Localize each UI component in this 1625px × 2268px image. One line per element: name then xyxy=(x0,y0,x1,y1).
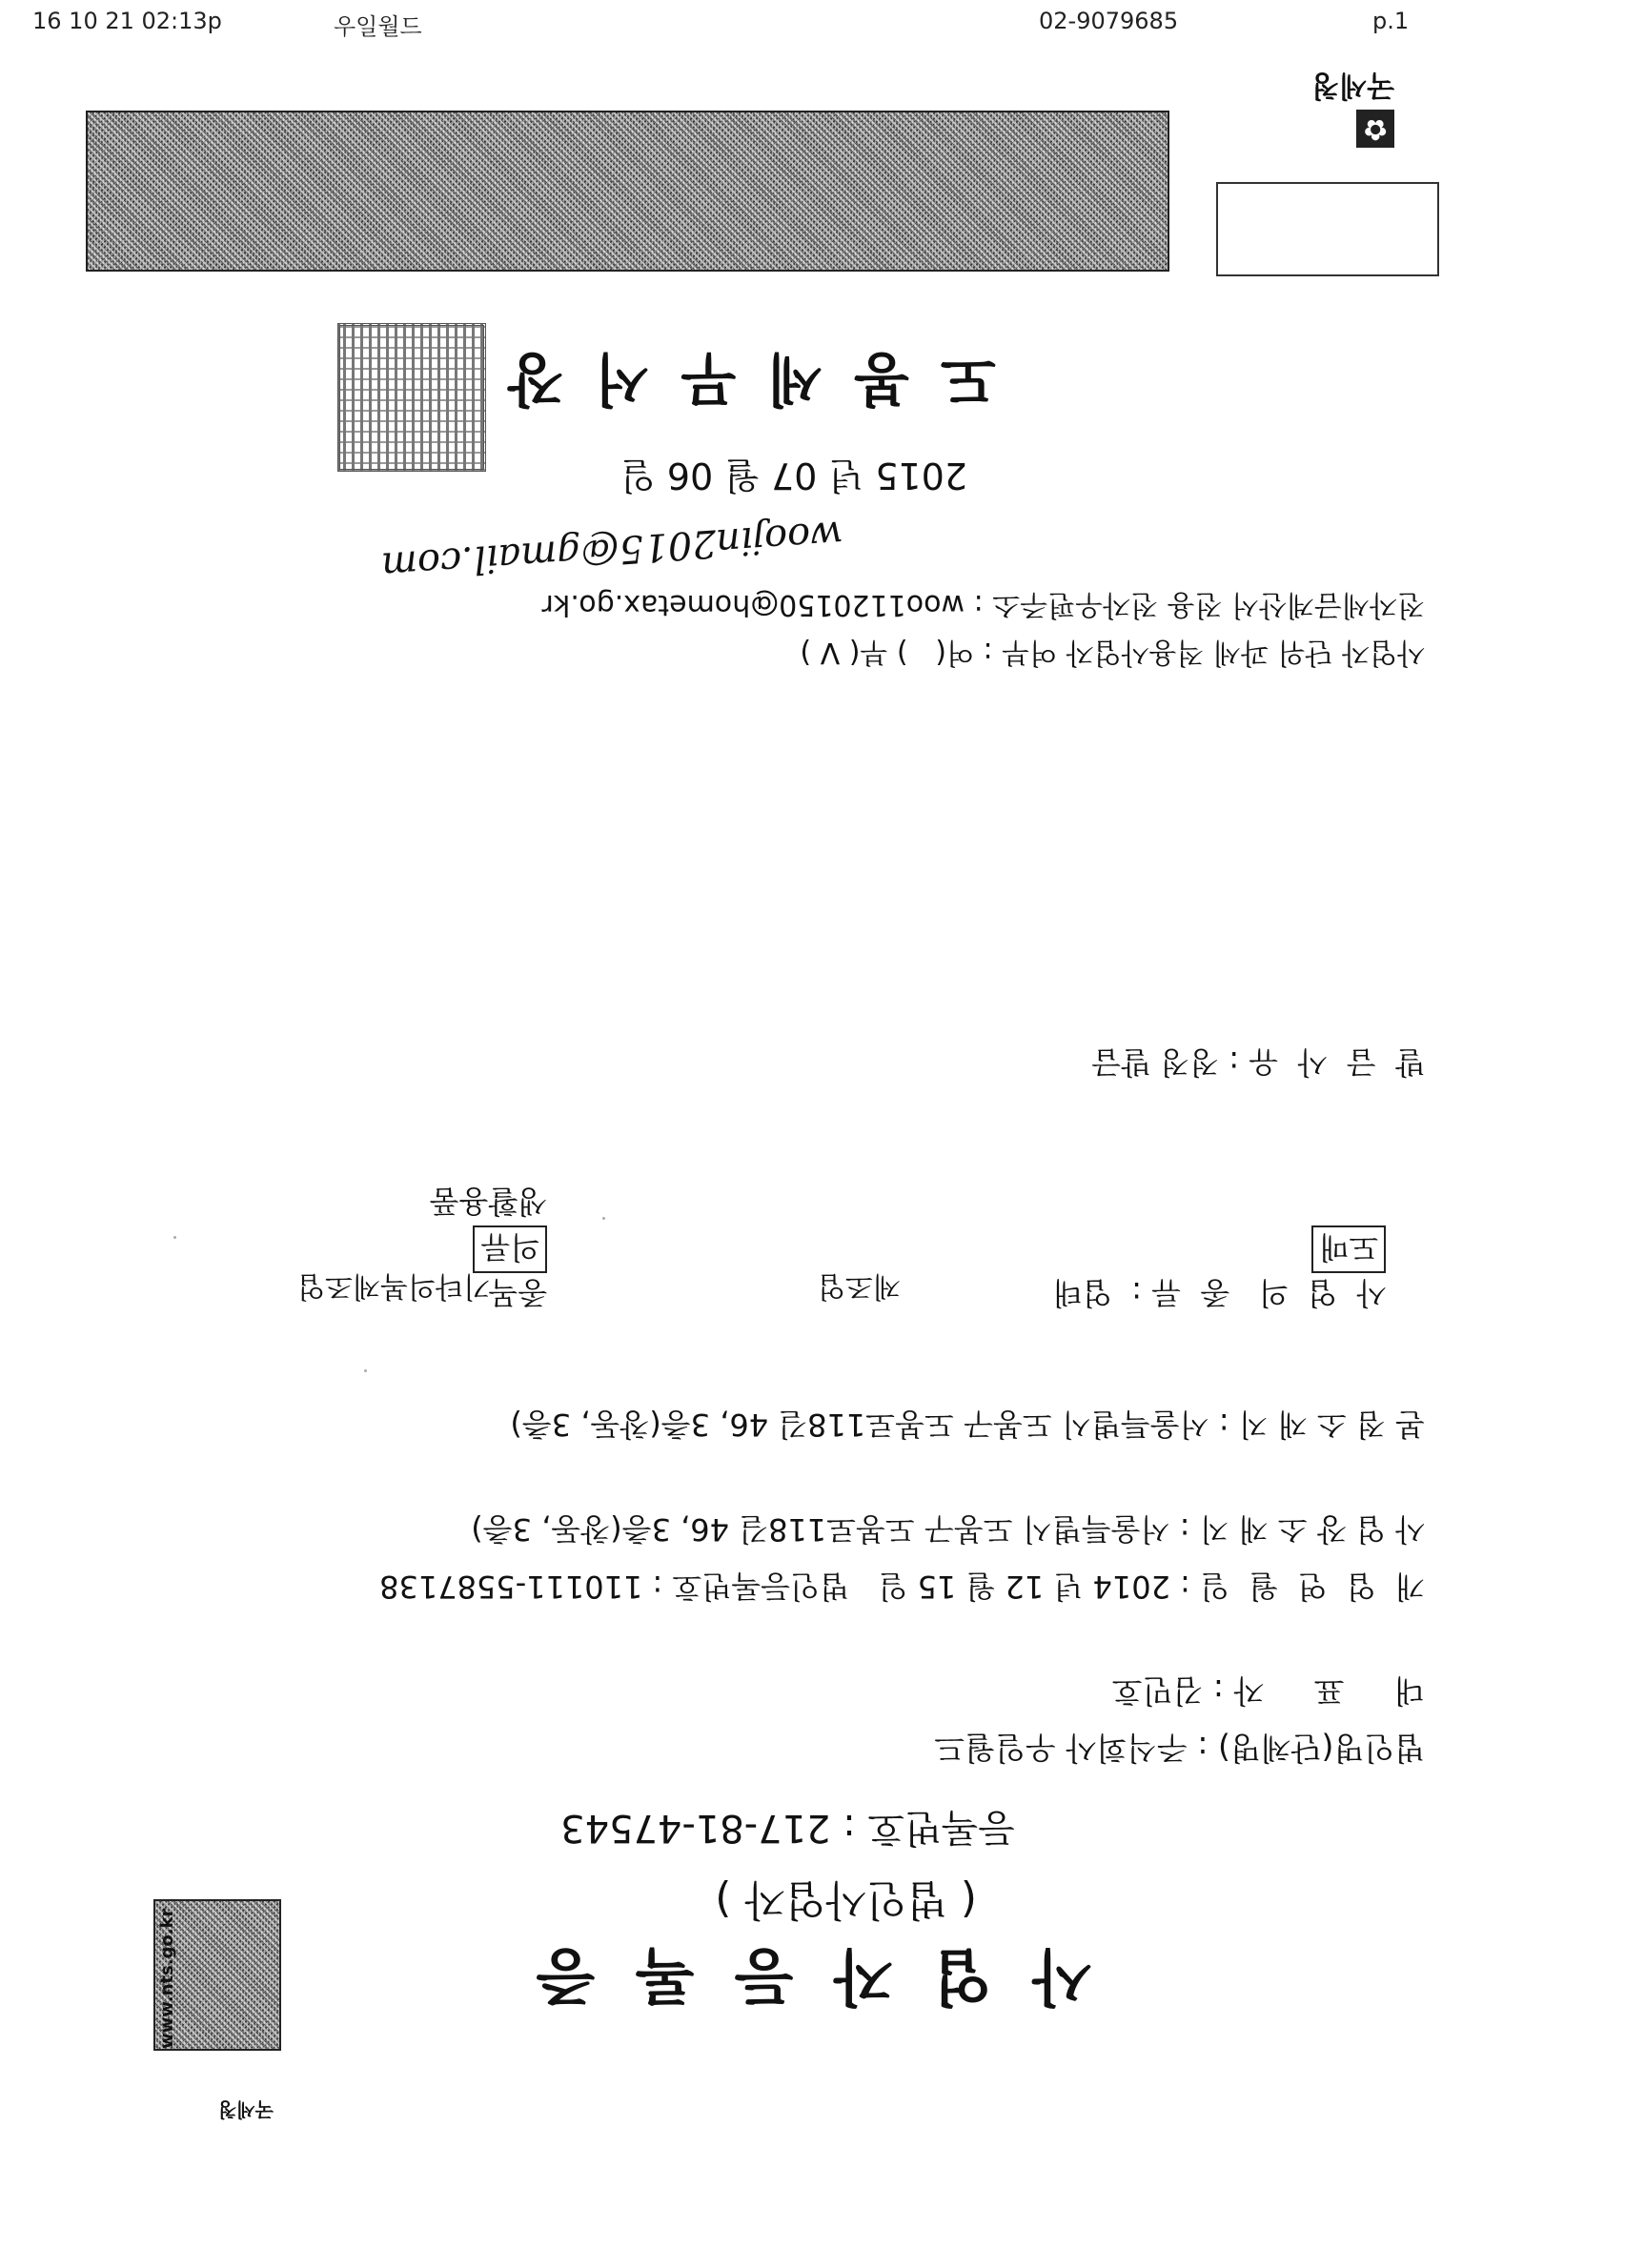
field-hq-address: 본 점 소 재 지 : 서울특별시 도봉구 도봉로118길 46, 3층(창동, 3층) xyxy=(510,1407,1425,1443)
handwritten-email: woojin2015@gmail.com xyxy=(379,512,845,588)
footer-site: www.nts.go.kr xyxy=(157,1908,177,2049)
fax-datetime: 16 10 21 02:13p xyxy=(32,8,222,34)
field-corp-name: 법인명(단체명) : 주식회사 우일월드 xyxy=(934,1730,1425,1767)
issue-date: 2015 년 07 월 06 일 xyxy=(620,455,967,496)
official-seal xyxy=(337,323,486,472)
agency-logo xyxy=(1311,34,1434,181)
security-pattern-band xyxy=(86,111,1169,272)
business-item-4: 기타의복제조업 xyxy=(297,1269,491,1303)
field-issuance-reason: 발 급 사 유 : 정정 발급 xyxy=(1091,1044,1425,1081)
business-item-2: 제조업 xyxy=(818,1269,901,1303)
tax-agreement: 사업자 단위 과세 적용사업자 여부 : 여( ) 부( V ) xyxy=(800,636,1425,669)
business-item-checked: 의류 xyxy=(473,1225,547,1273)
blank-box xyxy=(1216,182,1439,276)
issuer: 도 봉 세 무 서 장 xyxy=(501,345,996,412)
footer-label: 국세청 xyxy=(218,2098,274,2121)
registration-number: 등록번호 : 217-81-47543 xyxy=(560,1806,1015,1850)
field-representative: 대 표 자 : 김민호 xyxy=(1111,1672,1425,1710)
fax-sender: 우일월드 xyxy=(334,13,422,40)
email-consent: 전자세금계산서 전용 전자우편주소 : woo1120150@hometax.go.kr xyxy=(541,588,1425,621)
business-item-right: 생활용품 xyxy=(429,1184,548,1220)
scan-speck xyxy=(173,1236,176,1239)
fax-page-number: p.1 xyxy=(1372,8,1410,34)
business-type-label: 사 업 의 종 류 : 업태 xyxy=(1053,1275,1387,1311)
scan-speck xyxy=(364,1369,367,1372)
fax-phone: 02-9079685 xyxy=(1039,8,1179,34)
barcode-block xyxy=(110,1925,281,2087)
agency-name: 국세청 xyxy=(1311,69,1395,102)
field-business-type xyxy=(1053,1189,1425,1353)
nts-emblem-icon: ✿ xyxy=(1356,110,1394,148)
scan-speck xyxy=(602,1217,605,1220)
document-title: 사 업 자 등 록 증 xyxy=(526,1940,1091,2011)
field-opening-date: 개 업 연 월 일 : 2014 년 12 월 15 일 법인등록번호 : 110111-5587138 xyxy=(379,1569,1425,1605)
business-type-checked: 도매 xyxy=(1311,1225,1386,1273)
field-business-address: 사 업 장 소 재 지 : 서울특별시 도봉구 도봉로118길 46, 3층(창동, 3층) xyxy=(471,1511,1425,1548)
document-subtitle: ( 법인사업자 ) xyxy=(715,1875,977,1924)
business-item xyxy=(430,1145,586,1353)
business-item-label: 종목 xyxy=(488,1275,548,1311)
